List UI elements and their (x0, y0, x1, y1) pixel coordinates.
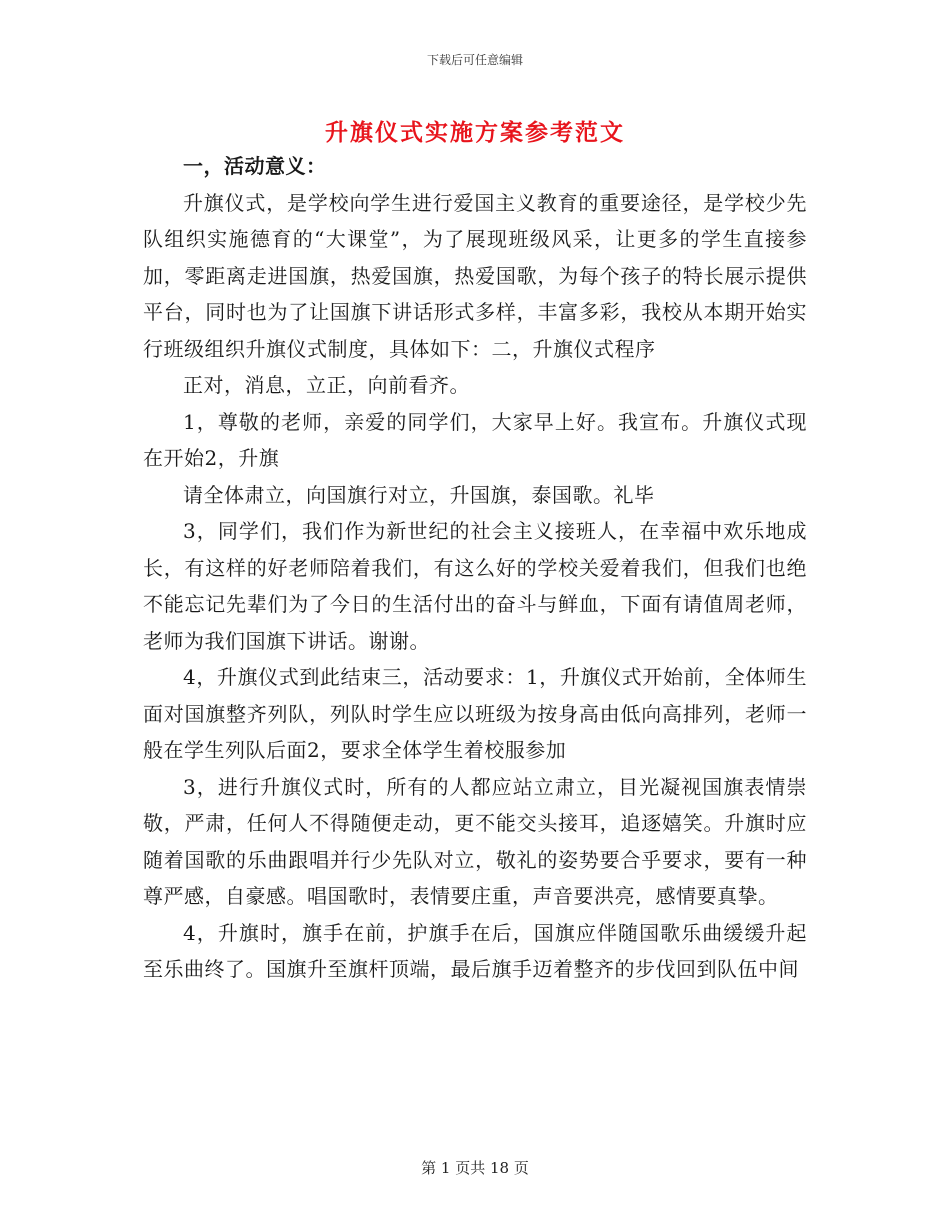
paragraph: 请全体肃立，向国旗行对立，升国旗，泰国歌。礼毕 (183, 482, 655, 507)
page-header: 下载后可任意编辑 (426, 53, 523, 67)
document-body (143, 148, 807, 988)
paragraph: 1，尊敬的老师，亲爱的同学们，大家早上好。我宣布。升旗仪式现在开始2，升旗 (143, 409, 807, 470)
paragraph: 4，升旗仪式到此结束三，活动要求：1，升旗仪式开始前，全体师生面对国旗整齐列队，列队时学生应以班级为按身高由低向高排列，老师一般在学生列队后面2，要求全体学生着校服参加 (143, 665, 807, 762)
document-title: 升旗仪式实施方案参考范文 (325, 119, 625, 146)
paragraph: 3，进行升旗仪式时，所有的人都应站立肃立，目光凝视国旗表情崇敬，严肃，任何人不得随便走动，更不能交头接耳，追逐嬉笑。升旗时应随着国歌的乐曲跟唱并行少先队对立，敬礼的姿势要合乎要求，要有一种尊严感，自豪感。唱国歌时，表情要庄重，声音要洪亮，感情要真挚。 (143, 774, 807, 908)
paragraph: 正对，消息，立正，向前看齐。 (183, 373, 470, 397)
paragraph: 3，同学们，我们作为新世纪的社会主义接班人，在幸福中欢乐地成长，有这样的好老师陪着我们，有这么好的学校关爱着我们，但我们也绝不能忘记先辈们为了今日的生活付出的奋斗与鲜血，下面有请值周老师，老师为我们国旗下讲话。谢谢。 (143, 519, 807, 653)
paragraph: 升旗仪式，是学校向学生进行爱国主义教育的重要途径，是学校少先队组织实施德育的“大课堂”，为了展现班级风采，让更多的学生直接参加，零距离走进国旗，热爱国旗，热爱国歌，为每个孩子的特长展示提供平台，同时也为了让国旗下讲话形式多样，丰富多彩，我校从本期开始实行班级组织升旗仪式制度，具体如下：二，升旗仪式程序 (143, 190, 807, 361)
page-number-footer: 第 1 页共 18 页 (421, 1159, 529, 1177)
paragraph: 4，升旗时，旗手在前，护旗手在后，国旗应伴随国歌乐曲缓缓升起至乐曲终了。国旗升至旗杆顶端，最后旗手迈着整齐的步伐回到队伍中间 (143, 920, 807, 981)
section-heading: 一，活动意义： (183, 154, 327, 178)
